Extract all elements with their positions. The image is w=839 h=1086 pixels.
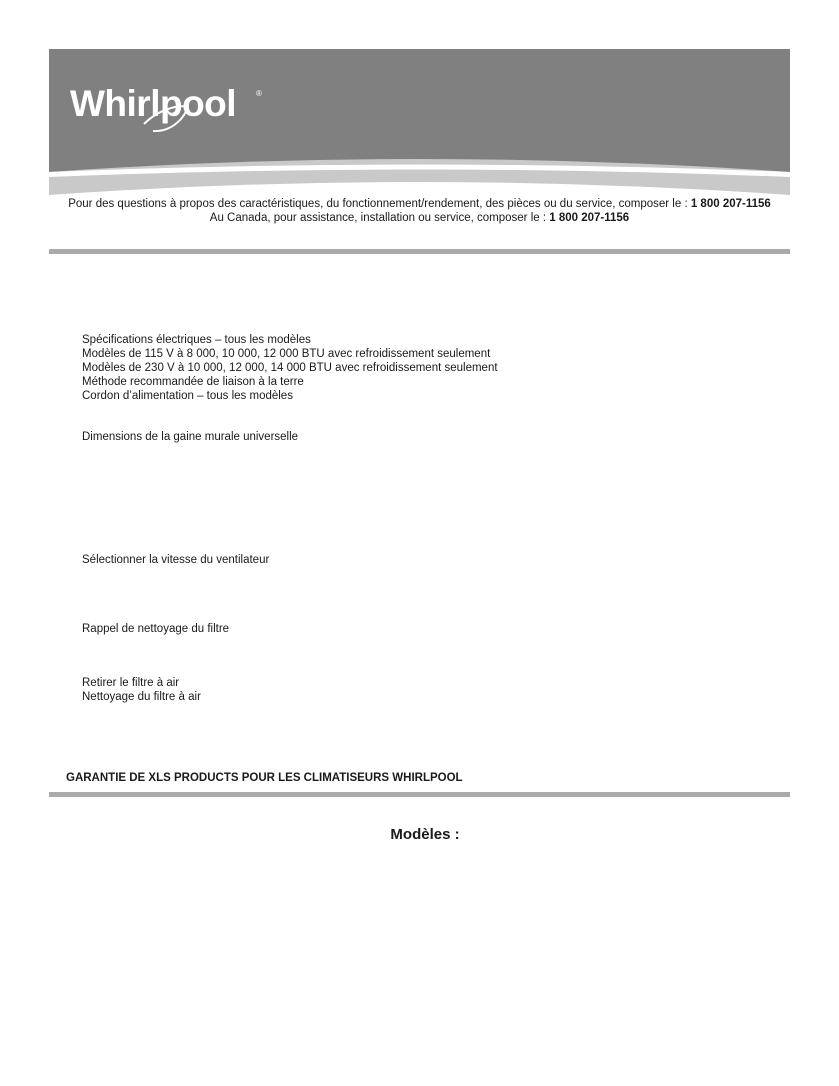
warranty-heading: GARANTIE DE XLS PRODUCTS POUR LES CLIMATISEURS WHIRLPOOL — [66, 772, 463, 784]
toc-fan-speed[interactable]: Sélectionner la vitesse du ventilateur — [82, 554, 270, 566]
toc-electrical-specs[interactable]: Spécifications électriques – tous les modèles — [82, 334, 311, 346]
header-divider — [49, 249, 790, 254]
contact-general-phone[interactable]: 1 800 207-1156 — [690, 198, 771, 210]
header-banner — [49, 49, 790, 195]
models-label: Modèles : — [390, 826, 460, 843]
toc-wall-sleeve-dimensions[interactable]: Dimensions de la gaine murale universelle — [82, 431, 299, 443]
toc-remove-filter[interactable]: Retirer le filtre à air — [82, 677, 180, 689]
toc-power-cord[interactable]: Cordon d’alimentation – tous les modèles — [82, 390, 293, 402]
toc-230v-models[interactable]: Modèles de 230 V à 10 000, 12 000, 14 000 BTU avec refroidissement seulement — [82, 362, 498, 374]
warranty-divider — [49, 792, 790, 797]
contact-line-general — [0, 198, 839, 210]
contact-line-canada — [0, 212, 839, 224]
toc-filter-reminder[interactable]: Rappel de nettoyage du filtre — [82, 623, 230, 635]
contact-canada-phone[interactable]: 1 800 207-1156 — [549, 212, 630, 224]
toc-115v-models[interactable]: Modèles de 115 V à 8 000, 10 000, 12 000 BTU avec refroidissement seulement — [82, 348, 491, 360]
contact-general-text: Pour des questions à propos des caractéristiques, du fonctionnement/rendement, des pièces ou du service, composer le : — [68, 198, 691, 210]
toc-clean-filter[interactable]: Nettoyage du filtre à air — [82, 691, 201, 703]
contact-canada-text: Au Canada, pour assistance, installation ou service, composer le : — [209, 212, 550, 224]
registered-mark: ® — [256, 89, 262, 98]
toc-grounding-method[interactable]: Méthode recommandée de liaison à la terre — [82, 376, 304, 388]
whirlpool-logo — [70, 83, 262, 131]
logo-wordmark: Whirlpool — [70, 83, 237, 124]
